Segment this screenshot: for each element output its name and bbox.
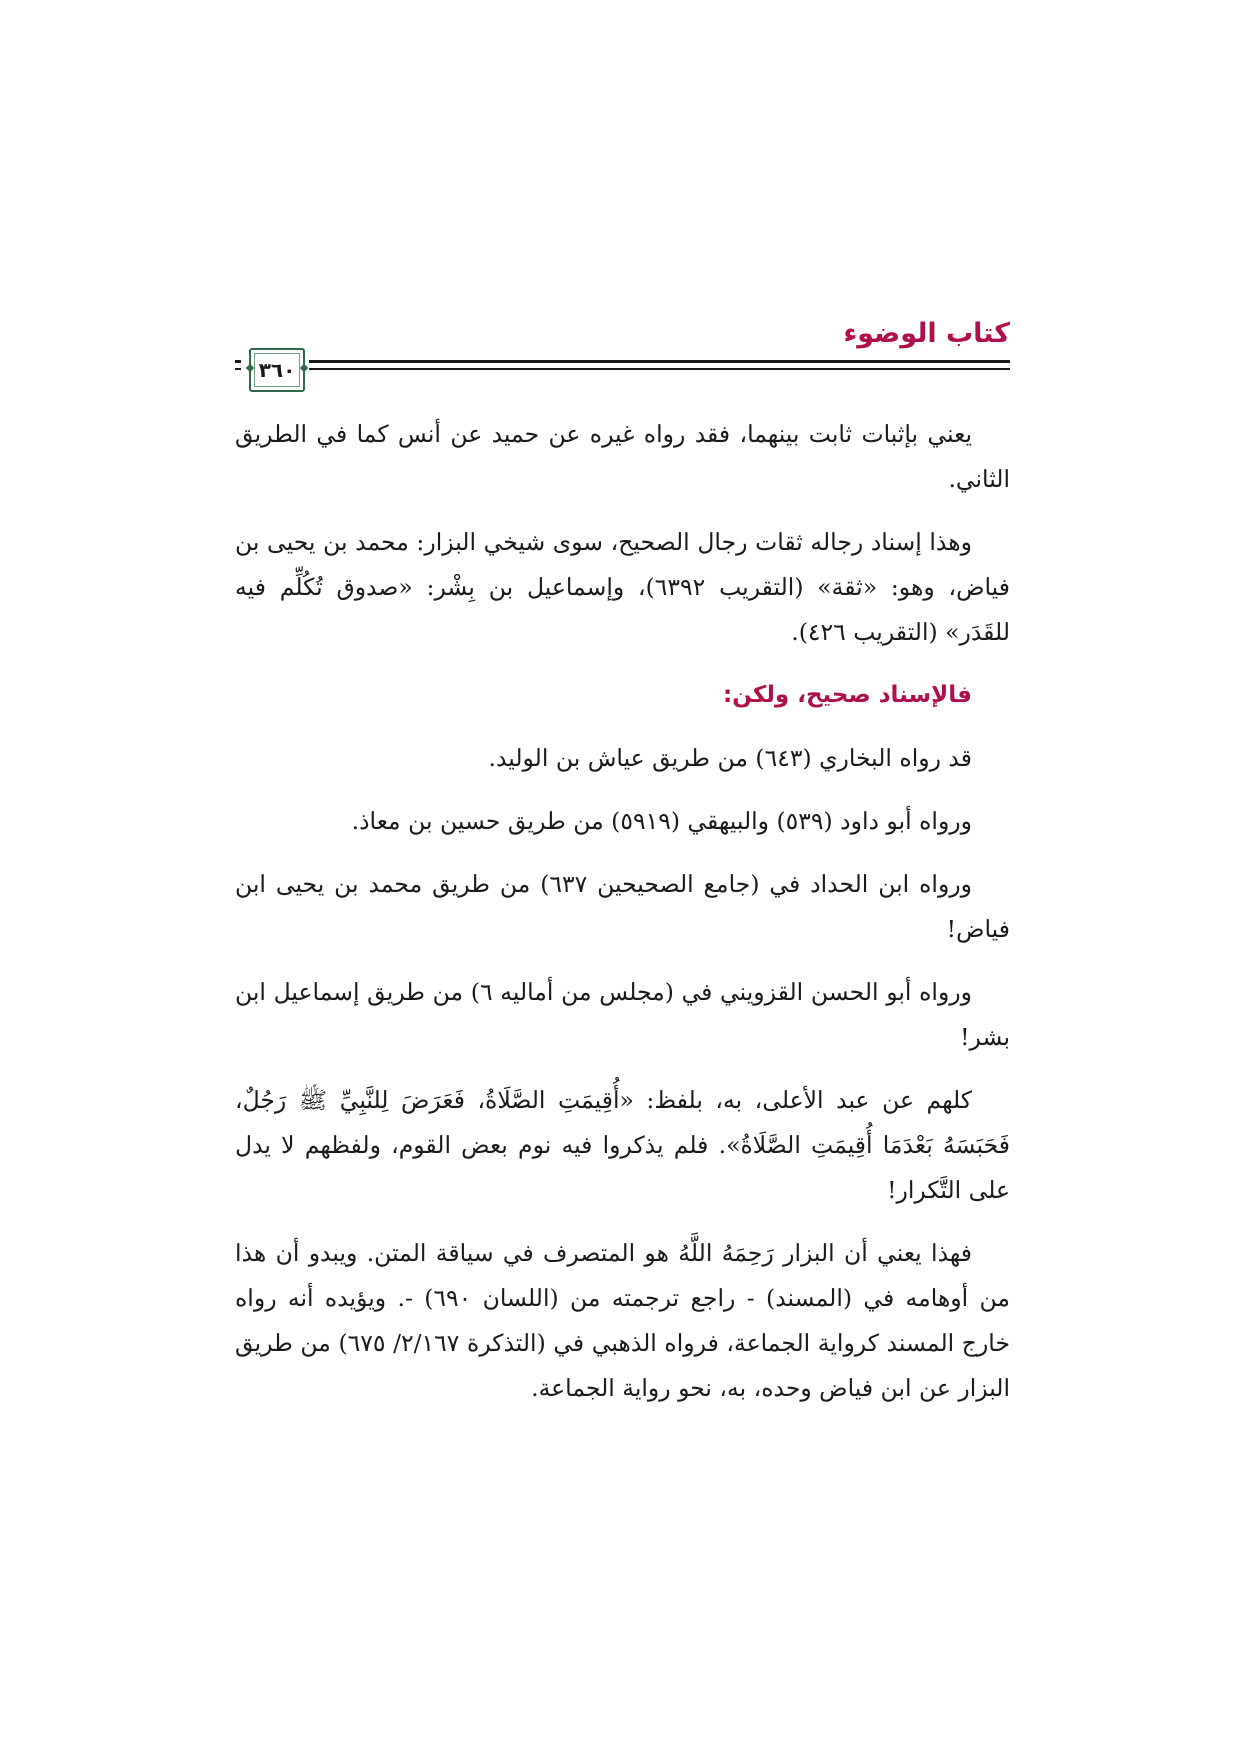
paragraph-4: ورواه أبو داود (٥٣٩) والبيهقي (٥٩١٩) من طريق حسين بن معاذ. [351,807,972,835]
paragraph-7: كلهم عن عبد الأعلى، به، بلفظ: «أُقِيمَتِ الصَّلَاةُ، فَعَرَضَ لِلنَّبِيِّ ﷺ رَجُلٌ، فَحَبَسَهُ بَعْدَمَا أُقِيمَتِ الصَّلَاةُ». فلم يذكروا فيه نوم بعض القوم، ولفظهم لا يدل على التَّكرار! [235,1086,1010,1204]
page-header [235,300,1010,390]
header-rule-bottom [235,368,1010,370]
chapter-title: كتاب الوضوء [843,318,1010,349]
page-number-frame [249,348,305,392]
paragraph-1: يعني بإثبات ثابت بينهما، فقد رواه غيره عن حميد عن أنس كما في الطريق الثاني. [235,420,1010,493]
paragraph-3: قد رواه البخاري (٦٤٣) من طريق عياش بن الوليد. [488,744,972,772]
section-heading: فالإسناد صحيح، ولكن: [723,682,972,708]
paragraph-5: ورواه ابن الحداد في (جامع الصحيحين ٦٣٧) من طريق محمد بن يحيى ابن فياض! [235,870,1010,943]
paragraph-2: وهذا إسناد رجاله ثقات رجال الصحيح، سوى شيخي البزار: محمد بن يحيى بن فياض، وهو: «ثقة» (التقريب ٦٣٩٢)، وإسماعيل بن بِشْر: «صدوق تُكُلِّم فيه للقَدَر» (التقريب ٤٢٦). [235,528,1010,646]
paragraph-6: ورواه أبو الحسن القزويني في (مجلس من أماليه ٦) من طريق إسماعيل ابن بشر! [235,978,1010,1051]
paragraph-8: فهذا يعني أن البزار رَحِمَهُ اللَّهُ هو المتصرف في سياقة المتن. ويبدو أن هذا من أوهامه في (المسند) - راجع ترجمته من (اللسان ٦٩٠) -. ويؤيده أنه رواه خارج المسند كرواية الجماعة، فرواه الذهبي في (التذكرة ٢/١٦٧/ ٦٧٥) من طريق البزار عن ابن فياض وحده، به، نحو رواية الجماعة. [235,1239,1010,1402]
header-rule-top [235,360,1010,363]
page-body [235,412,1010,1429]
page-number: ٣٦٠ [258,358,296,382]
